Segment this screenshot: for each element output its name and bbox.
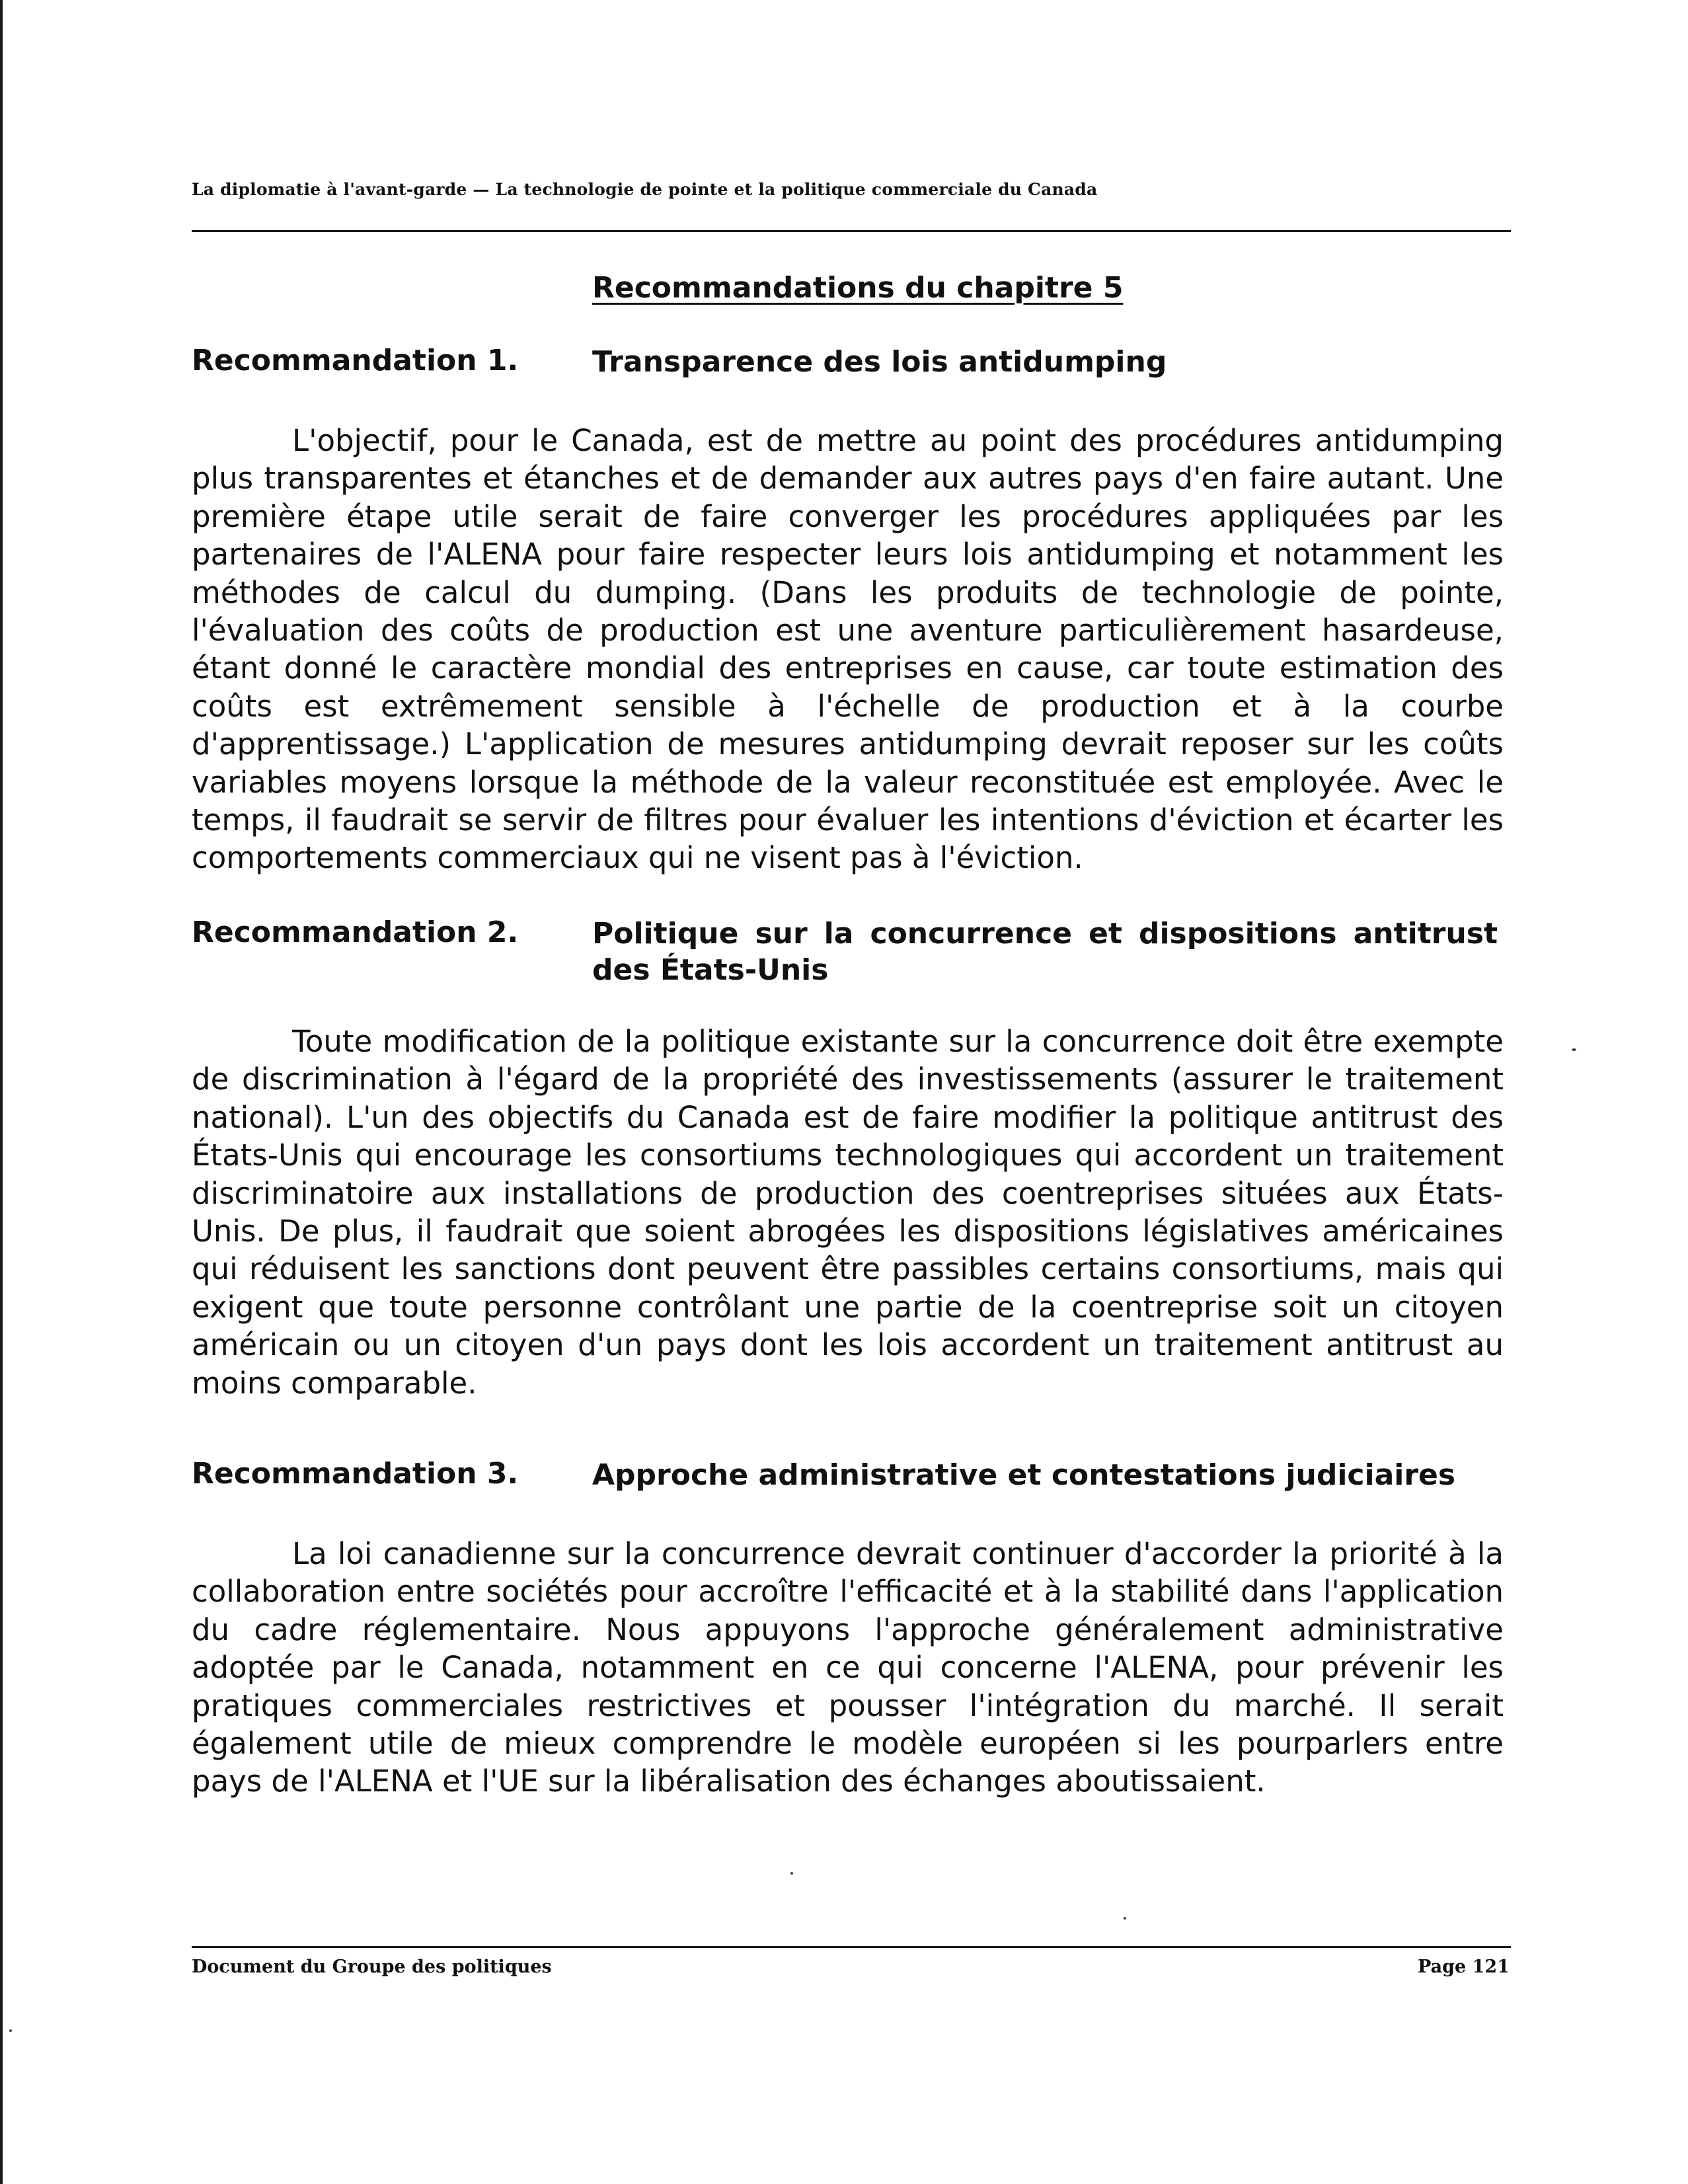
header-rule xyxy=(192,230,1511,232)
recommendation-title: Politique sur la concurrence et dispositions antitrust des États-Unis xyxy=(592,917,1498,987)
recommendation-body: L'objectif, pour le Canada, est de mettre au point des procédures antidumping plus transparentes et étanches et de demander aux autres pays d'en faire autant. Une première étape utile serait de faire converger les procédures appliquées par les partenaires de l'ALENA pour faire respecter leurs lois antidumping et notamment les méthodes de calcul du dumping. (Dans les produits de technologie de pointe, l'évaluation des coûts de production est une aventure particulièrement hasardeuse, étant donné le caractère mondial des entreprises en cause, car toute estimation des coûts est extrêmement sensible à l'échelle de production et à la courbe d'apprentissage.) L'application de mesures antidumping devrait reposer sur les coûts variables moyens lorsque la méthode de la valeur reconstituée est employée. Avec le temps, il faudrait se servir de filtres pour évaluer les intentions d'éviction et écarter les comportements commerciaux qui ne visent pas à l'éviction. xyxy=(192,423,1504,876)
scan-speck xyxy=(1124,1917,1126,1920)
recommendation-title: Approche administrative et contestations judiciaires xyxy=(592,1458,1456,1492)
scan-speck xyxy=(790,1872,793,1875)
recommendation-2 xyxy=(192,916,1514,1402)
recommendation-label: Recommandation 3. xyxy=(192,1457,519,1491)
footer-page-number: Page 121 xyxy=(1418,1957,1510,1977)
recommendation-label: Recommandation 1. xyxy=(192,344,519,377)
recommendation-heading xyxy=(192,1457,1514,1497)
scan-speck xyxy=(9,2029,12,2032)
recommendation-1 xyxy=(192,344,1514,877)
section-title: Recommandations du chapitre 5 xyxy=(592,271,1124,305)
recommendation-heading xyxy=(192,344,1514,383)
recommendation-heading xyxy=(192,916,1514,990)
footer-document-name: Document du Groupe des politiques xyxy=(192,1957,552,1977)
recommendation-body: Toute modification de la politique existante sur la concurrence doit être exempte de discrimination à l'égard de la propriété des investissements (assurer le traitement national). L'un des objectifs du Canada est de faire modifier la politique antitrust des États-Unis qui encourage les consortiums technologiques qui accordent un traitement discriminatoire aux installations de production des coentreprises situées aux États-Unis. De plus, il faudrait que soient abrogées les dispositions législatives américaines qui réduisent les sanctions dont peuvent être passibles certains consortiums, mais qui exigent que toute personne contrôlant une partie de la coentreprise soit un citoyen américain ou un citoyen d'un pays dont les lois accordent un traitement antitrust au moins comparable. xyxy=(192,1024,1504,1401)
recommendation-label: Recommandation 2. xyxy=(192,916,519,949)
scan-speck xyxy=(1572,1048,1576,1051)
running-header: La diplomatie à l'avant-garde — La technologie de pointe et la politique commerciale du Canada xyxy=(192,180,1098,199)
recommendation-3 xyxy=(192,1457,1514,1801)
recommendation-body: La loi canadienne sur la concurrence devrait continuer d'accorder la priorité à la collaboration entre sociétés pour accroître l'efficacité et à la stabilité dans l'application du cadre réglementaire. Nous appuyons l'approche généralement administrative adoptée par le Canada, notamment en ce qui concerne l'ALENA, pour prévenir les pratiques commerciales restrictives et pousser l'intégration du marché. Il serait également utile de mieux comprendre le modèle européen si les pourparlers entre pays de l'ALENA et l'UE sur la libéralisation des échanges aboutissaient. xyxy=(192,1536,1504,1799)
footer-rule xyxy=(192,1946,1511,1948)
recommendation-title: Transparence des lois antidumping xyxy=(592,345,1167,379)
scan-page-edge xyxy=(0,0,3,2184)
